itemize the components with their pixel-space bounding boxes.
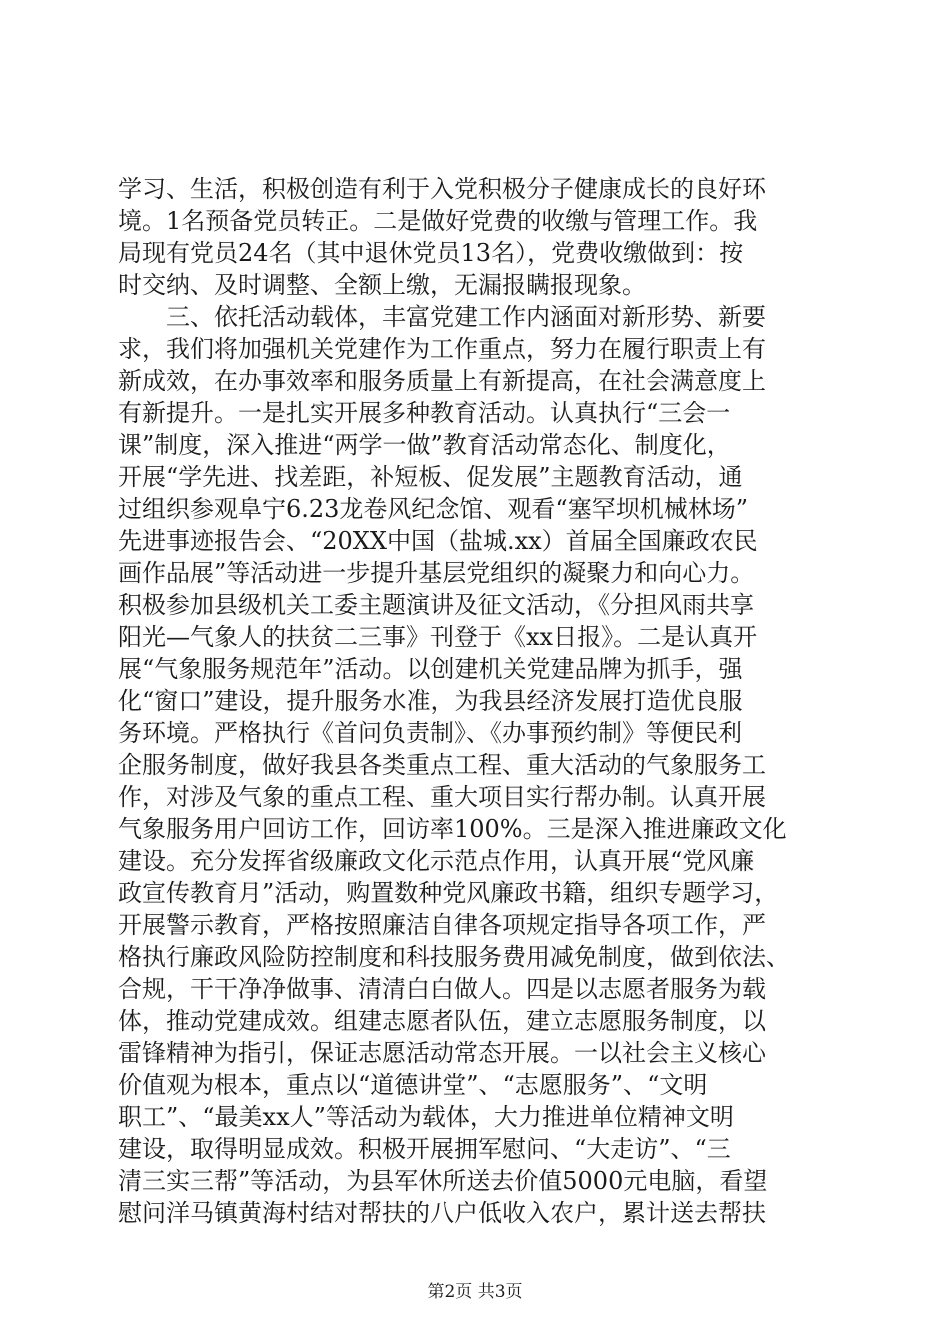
text-line: 三、依托活动载体，丰富党建工作内涵面对新形势、新要 <box>118 303 766 331</box>
text-line: 作，对涉及气象的重点工程、重大项目实行帮办制。认真开展 <box>118 783 766 811</box>
text-line: 开展“学先进、找差距，补短板、促发展”主题教育活动，通 <box>118 463 743 491</box>
text-line: 化“窗口”建设，提升服务水准，为我县经济发展打造优良服 <box>118 687 743 715</box>
text-line: 过组织参观阜宁6.23龙卷风纪念馆、观看“塞罕坝机械林场” <box>118 495 748 523</box>
text-line: 阳光—气象人的扶贫二三事》刊登于《xx日报》。二是认真开 <box>118 623 758 651</box>
text-line: 学习、生活，积极创造有利于入党积极分子健康成长的良好环 <box>118 175 766 203</box>
text-line: 时交纳、及时调整、全额上缴，无漏报瞒报现象。 <box>118 271 646 299</box>
text-line: 政宣传教育月”活动，购置数种党风廉政书籍，组织专题学习， <box>118 879 779 907</box>
text-line: 务环境。严格执行《首问负责制》、《办事预约制》等便民利 <box>118 719 742 747</box>
text-line: 雷锋精神为指引，保证志愿活动常态开展。一以社会主义核心 <box>118 1039 766 1067</box>
text-line: 积极参加县级机关工委主题演讲及征文活动，《分担风雨共享 <box>118 591 754 619</box>
text-line: 企服务制度，做好我县各类重点工程、重大活动的气象服务工 <box>118 751 766 779</box>
text-line: 体，推动党建成效。组建志愿者队伍，建立志愿服务制度，以 <box>118 1007 766 1035</box>
text-line: 清三实三帮”等活动，为县军休所送去价值5000元电脑，看望 <box>118 1167 768 1195</box>
text-line: 开展警示教育，严格按照廉洁自律各项规定指导各项工作，严 <box>118 911 766 939</box>
text-line: 慰问洋马镇黄海村结对帮扶的八户低收入农户，累计送去帮扶 <box>118 1199 766 1227</box>
text-line: 价值观为根本，重点以“道德讲堂”、“志愿服务”、“文明 <box>118 1071 708 1099</box>
text-line: 建设。充分发挥省级廉政文化示范点作用，认真开展“党风廉 <box>118 847 755 875</box>
text-line: 建设，取得明显成效。积极开展拥军慰问、“大走访”、“三 <box>118 1135 731 1163</box>
text-line: 课”制度，深入推进“两学一做”教育活动常态化、制度化， <box>118 431 731 459</box>
text-line: 局现有党员24名（其中退休党员13名），党费收缴做到：按 <box>118 239 744 267</box>
text-line: 先进事迹报告会、“20XX中国（盐城.xx）首届全国廉政农民 <box>118 527 758 555</box>
text-line: 求，我们将加强机关党建作为工作重点，努力在履行职责上有 <box>118 335 766 363</box>
text-line: 职工”、“最美xx人”等活动为载体，大力推进单位精神文明 <box>118 1103 734 1131</box>
page-footer: 第2页 共3页 <box>427 1282 523 1302</box>
text-line: 合规，干干净净做事、清清白白做人。四是以志愿者服务为载 <box>118 975 766 1003</box>
text-line: 境。1名预备党员转正。二是做好党费的收缴与管理工作。我 <box>118 207 758 235</box>
text-line: 有新提升。一是扎实开展多种教育活动。认真执行“三会一 <box>118 399 731 427</box>
text-line: 格执行廉政风险防控制度和科技服务费用减免制度，做到依法、 <box>118 943 790 971</box>
text-line: 新成效，在办事效率和服务质量上有新提高，在社会满意度上 <box>118 367 766 395</box>
text-line: 气象服务用户回访工作，回访率100%。三是深入推进廉政文化 <box>118 815 787 843</box>
text-line: 画作品展”等活动进一步提升基层党组织的凝聚力和向心力。 <box>118 559 755 587</box>
body-text <box>118 173 838 1229</box>
text-line: 展“气象服务规范年”活动。以创建机关党建品牌为抓手，强 <box>118 655 743 683</box>
